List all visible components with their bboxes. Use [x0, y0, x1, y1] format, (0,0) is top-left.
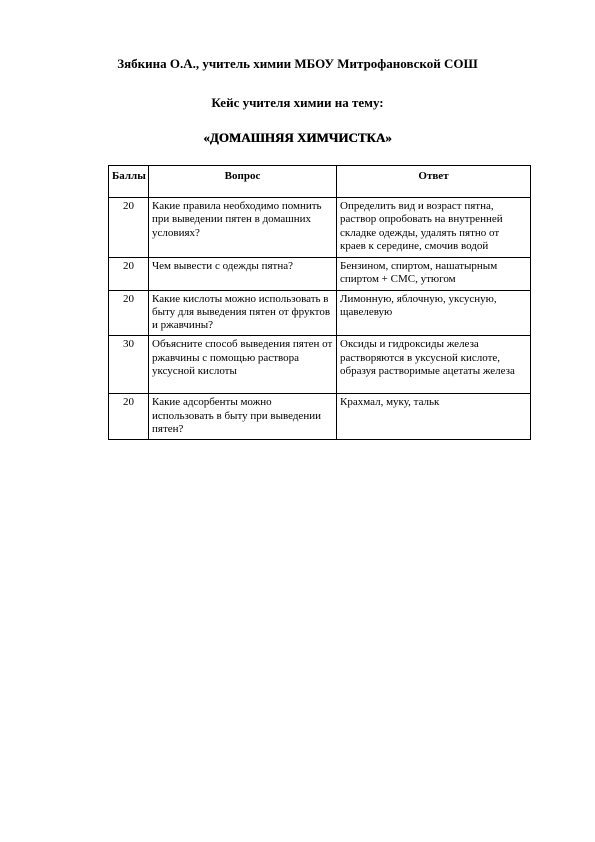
column-header-question: Вопрос [149, 166, 337, 198]
table-row [109, 198, 531, 258]
score-cell: 20 [109, 198, 149, 258]
score-cell: 20 [109, 394, 149, 440]
document-title [0, 130, 595, 146]
question-cell: Какие правила необходимо помнить при выведении пятен в домашних условиях? [149, 198, 337, 258]
answer-cell: Бензином, спиртом, нашатырным спиртом + СМС, утюгом [337, 258, 531, 291]
answer-cell: Оксиды и гидроксиды железа растворяются в уксусной кислоте, образуя растворимые ацетаты железа [337, 336, 531, 394]
answer-cell: Крахмал, муку, тальк [337, 394, 531, 440]
answer-cell: Определить вид и возраст пятна, раствор опробовать на внутренней складке одежды, удалять пятно от краев к середине, смочив водой [337, 198, 531, 258]
question-cell: Какие адсорбенты можно использовать в быту при выведении пятен? [149, 394, 337, 440]
table-header-row [109, 166, 531, 198]
score-cell: 20 [109, 258, 149, 291]
question-cell: Какие кислоты можно использовать в быту для выведения пятен от фруктов и ржавчины? [149, 290, 337, 336]
column-header-score: Баллы [109, 166, 149, 198]
column-header-answer: Ответ [337, 166, 531, 198]
author-line: Зябкина О.А., учитель химии МБОУ Митрофановской СОШ [117, 56, 478, 71]
table-row [109, 394, 531, 440]
score-cell: 20 [109, 290, 149, 336]
question-cell: Объясните способ выведения пятен от ржавчины с помощью раствора уксусной кислоты [149, 336, 337, 394]
table-row [109, 258, 531, 291]
document-title-text: «ДОМАШНЯЯ ХИМЧИСТКА» [203, 130, 392, 145]
table-row [109, 290, 531, 336]
table-row [109, 336, 531, 394]
question-cell: Чем вывести с одежды пятна? [149, 258, 337, 291]
document-subtitle: Кейс учителя химии на тему: [211, 95, 384, 110]
score-cell: 30 [109, 336, 149, 394]
answer-cell: Лимонную, яблочную, уксусную, щавелевую [337, 290, 531, 336]
case-table [108, 165, 531, 440]
